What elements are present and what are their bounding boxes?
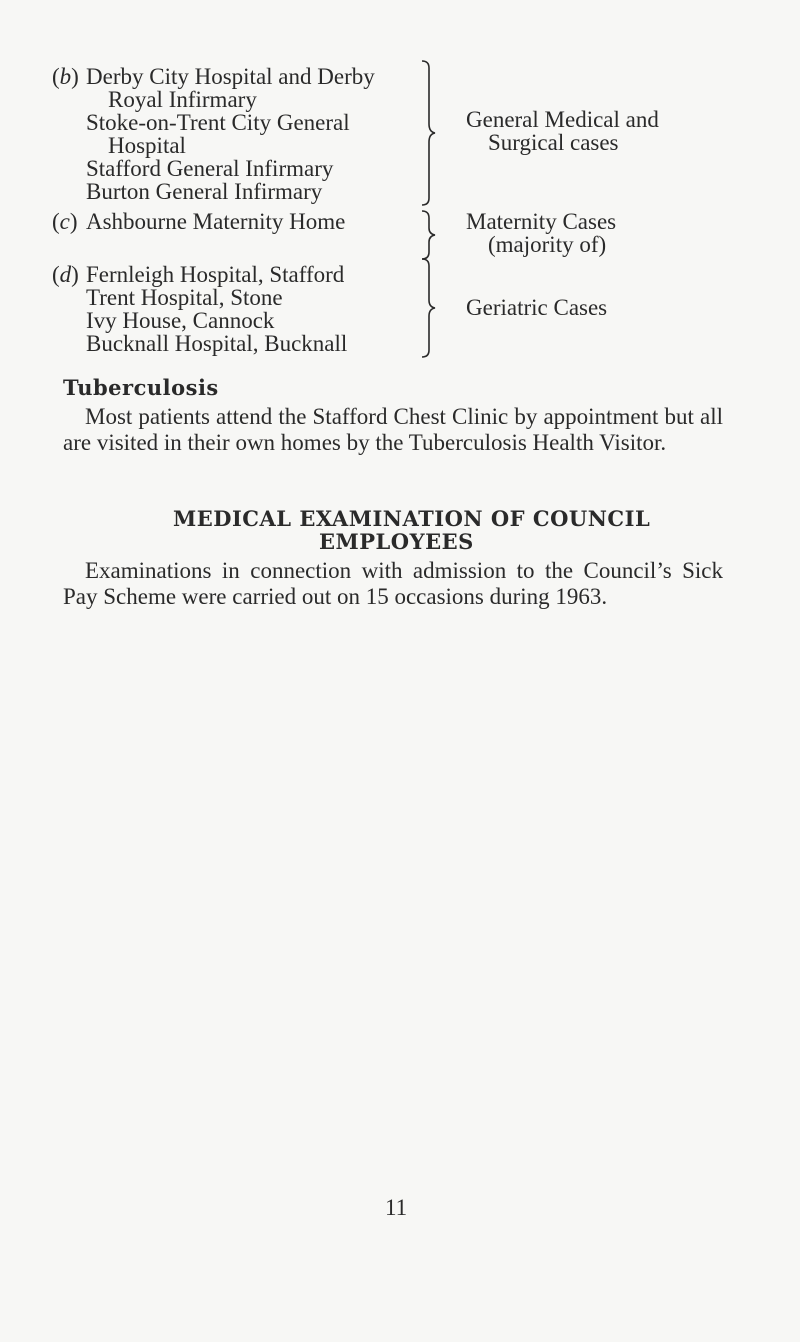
page-number: 11 [385,1195,408,1220]
category-label: (majority of) [488,232,607,257]
list-marker-d: (d) [52,262,79,287]
hospital-line: Stafford General Infirmary [86,156,334,181]
hospital-line: Ashbourne Maternity Home [86,209,346,234]
hospital-line: Hospital [108,133,186,158]
section-heading-tuberculosis: Tuberculosis [63,375,219,400]
hospital-line: Burton General Infirmary [86,179,323,204]
category-label: Geriatric Cases [466,295,608,320]
right-brace-icon [418,258,440,358]
hospital-line: Derby City Hospital and Derby [86,64,375,89]
hospital-line: Stoke-on-Trent City General [86,110,350,135]
hospital-line: Bucknall Hospital, Bucknall [86,331,348,356]
section-heading-medical-exam: MEDICAL EXAMINATION OF COUNCIL [173,506,651,531]
right-brace-icon [418,60,440,206]
list-marker-b: (b) [52,64,79,89]
section-heading-medical-exam-line2: EMPLOYEES [319,529,474,554]
medical-exam-paragraph: Examinations in connection with admission to the Council’s Sick Pay Scheme were carried out on 15 occasions during 1963. [63,558,723,609]
tuberculosis-paragraph: Most patients attend the Stafford Chest Clinic by appointment but all are visited in their own homes by the Tuberculosis Health Visitor. [63,404,723,455]
right-brace-icon [418,210,440,260]
hospital-line: Royal Infirmary [108,87,257,112]
list-marker-c: (c) [52,209,78,234]
category-label: General Medical and [466,107,659,132]
hospital-line: Trent Hospital, Stone [86,285,283,310]
hospital-line: Ivy House, Cannock [86,308,275,333]
hospital-line: Fernleigh Hospital, Stafford [86,262,345,287]
category-label: Surgical cases [488,130,619,155]
category-label: Maternity Cases [466,209,617,234]
